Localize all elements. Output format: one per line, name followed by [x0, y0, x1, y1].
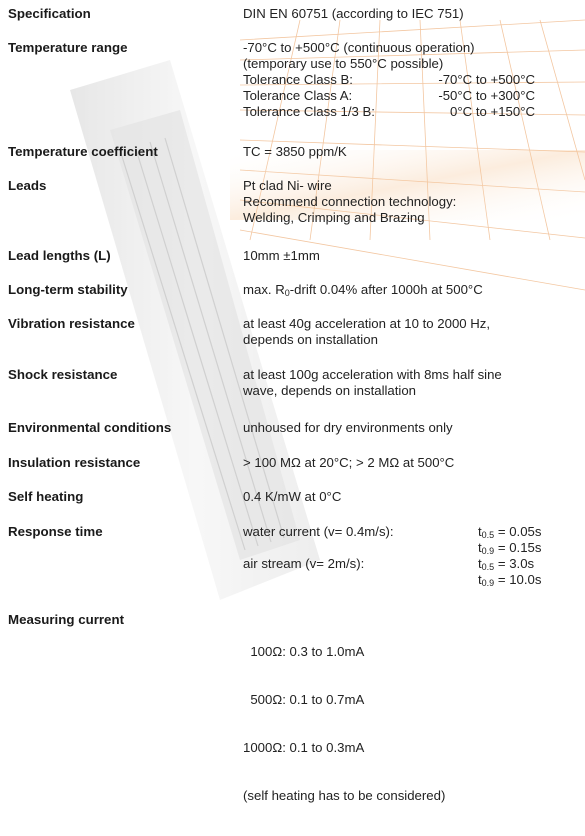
tolerance-range: -50°C to +300°C	[438, 88, 535, 103]
subscript: 0.5	[481, 562, 495, 572]
value-line: 0.4 K/mW at 0°C	[243, 489, 342, 504]
response-value	[478, 556, 534, 572]
row-value	[243, 282, 483, 298]
row-label: Leads	[8, 178, 47, 193]
value-text: = 0.15s	[494, 540, 542, 555]
value-text: = 10.0s	[494, 572, 542, 587]
row-label: Response time	[8, 524, 103, 539]
subscript: 0.9	[481, 578, 495, 588]
value-line: at least 40g acceleration at 10 to 2000 Hz,	[243, 316, 491, 331]
value-line: (temporary use to 550°C possible)	[243, 56, 444, 71]
subscript: 0.9	[481, 546, 495, 556]
tolerance-class-third-b	[243, 104, 543, 120]
tolerance-range: 0°C to +150°C	[450, 104, 535, 119]
row-label: Environmental conditions	[8, 420, 172, 435]
t-symbol: t	[478, 572, 482, 587]
row-label: Vibration resistance	[8, 316, 135, 331]
row-value	[243, 248, 320, 264]
value-line: (self heating has to be considered)	[243, 788, 446, 803]
row-label: Measuring current	[8, 612, 125, 627]
row-value	[243, 612, 445, 836]
value-line: > 100 MΩ at 20°C; > 2 MΩ at 500°C	[243, 455, 455, 470]
tolerance-range: -70°C to +500°C	[438, 72, 535, 87]
tolerance-class-a	[243, 88, 543, 104]
value-text: -drift 0.04% after 1000h at 500°C	[289, 282, 483, 297]
response-value	[478, 540, 541, 556]
tolerance-class-b	[243, 72, 543, 88]
subscript: 0.5	[481, 530, 495, 540]
value-line: DIN EN 60751 (according to IEC 751)	[243, 6, 464, 21]
row-value	[243, 420, 453, 436]
value-text: = 0.05s	[494, 524, 542, 539]
subscript: 0	[284, 288, 290, 298]
value-text: = 3.0s	[494, 556, 535, 571]
row-value	[243, 489, 341, 505]
row-value	[243, 40, 543, 120]
response-value	[478, 572, 541, 588]
row-label: Shock resistance	[8, 367, 118, 382]
row-label: Specification	[8, 6, 91, 21]
response-value	[478, 524, 541, 540]
tolerance-name: Tolerance Class A:	[243, 88, 353, 103]
value-line: TC = 3850 ppm/K	[243, 144, 347, 159]
row-value	[243, 455, 454, 471]
row-value	[243, 144, 347, 160]
value-text: max. R	[243, 282, 285, 297]
row-label: Long-term stability	[8, 282, 128, 297]
row-label: Temperature range	[8, 40, 128, 55]
row-label: Self heating	[8, 489, 84, 504]
t-symbol: t	[478, 540, 482, 555]
value-line: 100Ω: 0.3 to 1.0mA	[243, 644, 365, 659]
row-value	[243, 6, 464, 22]
value-line	[243, 282, 483, 298]
row-label: Insulation resistance	[8, 455, 141, 470]
value-line: at least 100g acceleration with 8ms half sine	[243, 367, 502, 382]
t-symbol: t	[478, 556, 482, 571]
row-value	[243, 316, 490, 348]
row-label: Temperature coefficient	[8, 144, 158, 159]
row-value	[243, 367, 502, 399]
value-line: unhoused for dry environments only	[243, 420, 453, 435]
value-line: 500Ω: 0.1 to 0.7mA	[243, 692, 365, 707]
value-line: Recommend connection technology:	[243, 194, 457, 209]
value-line: depends on installation	[243, 332, 378, 347]
medium-water: water current (v= 0.4m/s):	[243, 524, 394, 539]
value-line: Pt clad Ni- wire	[243, 178, 332, 193]
value-line: 10mm ±1mm	[243, 248, 320, 263]
tolerance-name: Tolerance Class B:	[243, 72, 353, 87]
value-line: -70°C to +500°C (continuous operation)	[243, 40, 475, 55]
row-label: Lead lengths (L)	[8, 248, 111, 263]
t-symbol: t	[478, 524, 482, 539]
tolerance-name: Tolerance Class 1/3 B:	[243, 104, 375, 119]
value-line: Welding, Crimping and Brazing	[243, 210, 425, 225]
row-value	[243, 178, 456, 226]
medium-air: air stream (v= 2m/s):	[243, 556, 365, 571]
value-line: 1000Ω: 0.1 to 0.3mA	[243, 740, 365, 755]
value-line: wave, depends on installation	[243, 383, 417, 398]
